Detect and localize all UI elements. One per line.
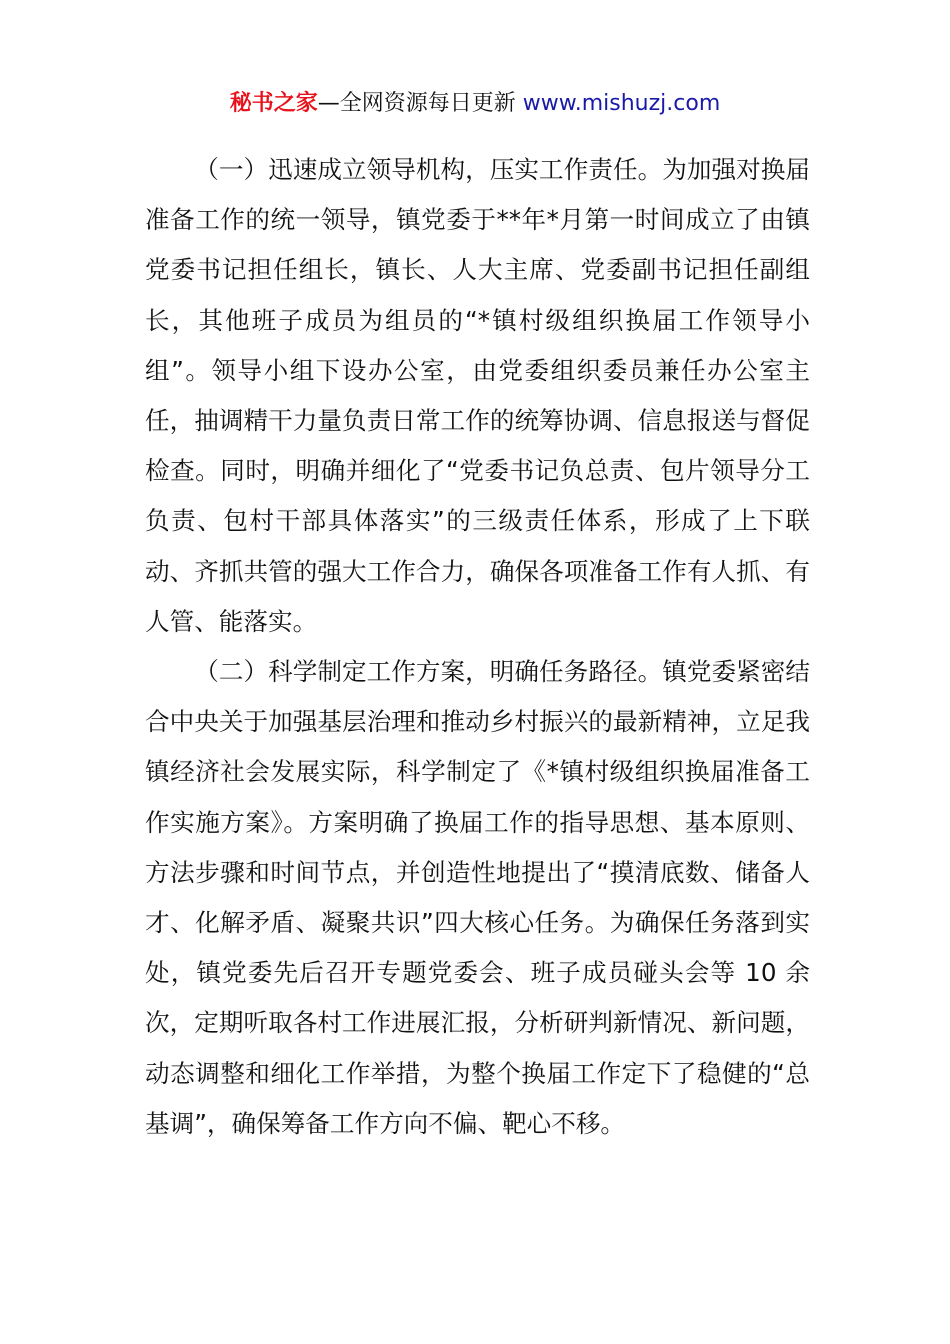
brand-name: 秘书之家 xyxy=(229,91,318,116)
site-header xyxy=(0,86,950,122)
site-url-link[interactable]: www.mishuzj.com xyxy=(522,91,721,116)
paragraph-2: （二）科学制定工作方案，明确任务路径。镇党委紧密结合中央关于加强基层治理和推动乡村振兴的最新精神，立足我镇经济社会发展实际，科学制定了《*镇村级组织换届准备工作实施方案》。方案明确了换届工作的指导思想、基本原则、方法步骤和时间节点，并创造性地提出了“摸清底数、储备人才、化解矛盾、凝聚共识”四大核心任务。为确保任务落到实处，镇党委先后召开专题党委会、班子成员碰头会等 10 余次，定期听取各村工作进展汇报，分析研判新情况、新问题，动态调整和细化工作举措，为整个换届工作定下了稳健的“总基调”，确保筹备工作方向不偏、靶心不移。 xyxy=(145,657,810,1138)
header-tagline: —全网资源每日更新 xyxy=(317,91,523,116)
document-body xyxy=(145,145,810,1149)
paragraph-1: （一）迅速成立领导机构，压实工作责任。为加强对换届准备工作的统一领导，镇党委于**年*月第一时间成立了由镇党委书记担任组长，镇长、人大主席、党委副书记担任副组长，其他班子成员为组员的“*镇村级组织换届工作领导小组”。领导小组下设办公室，由党委组织委员兼任办公室主任，抽调精干力量负责日常工作的统筹协调、信息报送与督促检查。同时，明确并细化了“党委书记负总责、包片领导分工负责、包村干部具体落实”的三级责任体系，形成了上下联动、齐抓共管的强大工作合力，确保各项准备工作有人抓、有人管、能落实。 xyxy=(145,155,810,636)
